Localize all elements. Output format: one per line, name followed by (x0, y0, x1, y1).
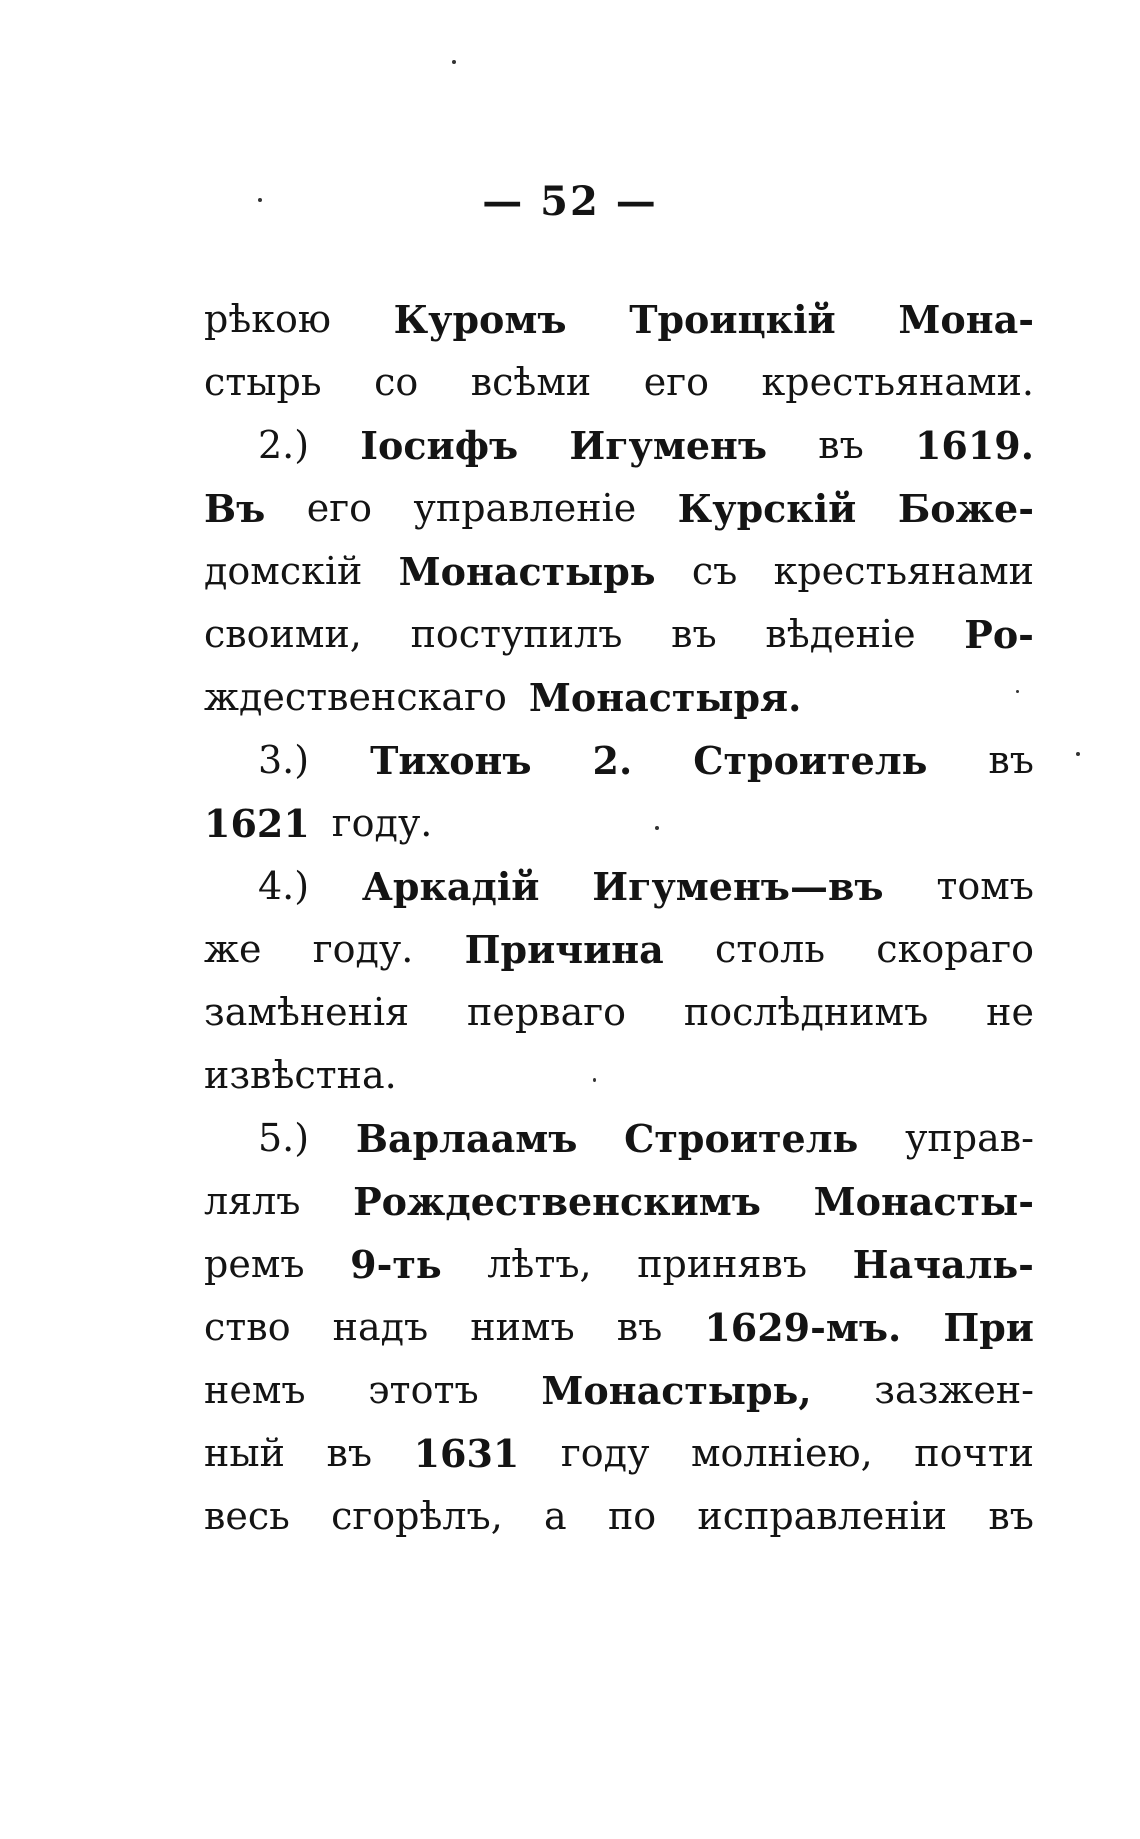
word: 2. (592, 738, 633, 783)
word: нимъ (470, 1305, 575, 1349)
word: со (374, 360, 419, 404)
text-line (204, 855, 1034, 918)
word: 9-ть (350, 1242, 442, 1287)
word: управ- (905, 1116, 1034, 1160)
word: 5.) (258, 1116, 310, 1160)
word: замѣненія (204, 990, 410, 1034)
word: почти (914, 1431, 1034, 1475)
word: въ (988, 1494, 1034, 1538)
word: домскій (204, 549, 363, 593)
text-line (204, 1233, 1034, 1296)
word: всѣми (470, 360, 592, 404)
word: Боже- (897, 486, 1034, 531)
text-line (204, 288, 1034, 351)
text-line (204, 1296, 1034, 1359)
text-line (204, 1107, 1034, 1170)
word: своими, (204, 612, 362, 656)
word: году. (331, 801, 433, 845)
word: 3.) (258, 738, 310, 782)
word: съ (691, 549, 738, 593)
text-line (204, 1422, 1034, 1485)
text-line (204, 477, 1034, 540)
word: поступилъ (410, 612, 623, 656)
word: 2.) (258, 423, 310, 467)
text-line (204, 540, 1034, 603)
print-speck (1016, 690, 1019, 693)
word: Аркадій (361, 864, 540, 909)
word: лѣтъ, (487, 1242, 592, 1286)
word: управленіе (413, 486, 637, 530)
word: лялъ (204, 1179, 301, 1223)
word: Ро- (964, 612, 1034, 657)
word: сгорѣлъ, (331, 1494, 503, 1538)
word: ный (204, 1431, 285, 1475)
print-speck (452, 60, 456, 64)
word: послѣднимъ (683, 990, 929, 1034)
word: Курскій (677, 486, 857, 531)
word: 4.) (258, 864, 310, 908)
word: При (943, 1305, 1034, 1350)
word: Іосифъ (360, 423, 519, 468)
word: Монастырь, (541, 1368, 812, 1413)
word: стырь (204, 360, 322, 404)
word: скораго (876, 927, 1034, 971)
word: Строитель (693, 738, 928, 783)
word: не (986, 990, 1034, 1034)
text-line (204, 1485, 1034, 1548)
word: въ (326, 1431, 373, 1475)
text-line (204, 351, 1034, 414)
word: извѣстна. (204, 1053, 397, 1097)
word: въ (616, 1305, 663, 1349)
word: Тихонъ (370, 738, 532, 783)
word: томъ (936, 864, 1034, 908)
word: Монастырь (398, 549, 656, 594)
word: а (544, 1494, 567, 1538)
word: году (560, 1431, 650, 1475)
word: ждественскаго (204, 675, 507, 719)
word: его (643, 360, 709, 404)
word: весь (204, 1494, 290, 1538)
print-speck (258, 198, 262, 202)
text-line (204, 414, 1034, 477)
word: крестьянами (773, 549, 1034, 593)
word: зазжен- (874, 1368, 1034, 1412)
word: надъ (332, 1305, 429, 1349)
word: Варлаамъ (355, 1116, 578, 1161)
word: его (306, 486, 373, 530)
word: году. (312, 927, 414, 971)
word: же (204, 927, 262, 971)
word: Куромъ (393, 297, 567, 342)
word: 1621 (204, 801, 310, 846)
word: перваго (467, 990, 627, 1034)
word: 1631 (413, 1431, 520, 1476)
word: Монастыря. (528, 675, 802, 720)
body-text (204, 288, 1034, 1548)
word: 1619. (914, 423, 1034, 468)
word: ство (204, 1305, 291, 1349)
word: по (607, 1494, 657, 1538)
word: Началь- (852, 1242, 1034, 1287)
word: Мона- (898, 297, 1034, 342)
text-line (204, 918, 1034, 981)
text-line (204, 1044, 1034, 1107)
word: въ (988, 738, 1034, 782)
word: исправленіи (697, 1494, 948, 1538)
word: рѣкою (204, 297, 331, 341)
word: крестьянами. (761, 360, 1034, 404)
text-line (204, 1359, 1034, 1422)
word: Игуменъ (569, 423, 768, 468)
word: въ (671, 612, 717, 656)
word: принявъ (637, 1242, 808, 1286)
word: молніею, (690, 1431, 873, 1475)
word: ремъ (204, 1242, 305, 1286)
word: столь (715, 927, 826, 971)
text-line (204, 666, 1034, 729)
word: Троицкій (629, 297, 836, 342)
word: Рождественскимъ (353, 1179, 761, 1224)
word: немъ (204, 1368, 306, 1412)
word: Въ (204, 486, 266, 531)
print-speck (593, 1078, 596, 1082)
word: Монасты- (813, 1179, 1034, 1224)
word: Строитель (624, 1116, 859, 1161)
text-line (204, 729, 1034, 792)
text-line (204, 603, 1034, 666)
word: Игуменъ—въ (592, 864, 884, 909)
word: вѣденіе (765, 612, 916, 656)
word: Причина (464, 927, 664, 972)
print-speck (1076, 752, 1080, 756)
page-number: — 52 — (482, 178, 658, 225)
print-speck (655, 826, 659, 830)
text-line (204, 792, 1034, 855)
text-line (204, 1170, 1034, 1233)
text-line (204, 981, 1034, 1044)
word: этотъ (368, 1368, 479, 1412)
word: въ (818, 423, 864, 467)
word: 1629-мъ. (704, 1305, 902, 1350)
